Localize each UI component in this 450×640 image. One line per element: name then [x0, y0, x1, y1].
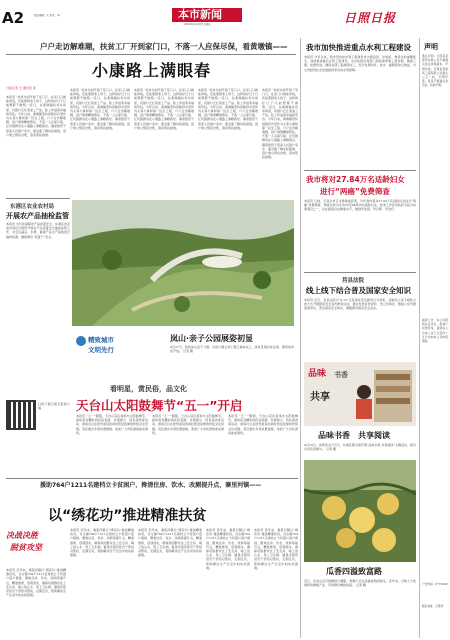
water-body: 本报讯 今年以来，我市坚持把水利工程建设作为稳投资、补短板、惠民生的重要抓手，加快推进重点水利工程建设。全市各级水利部门抢抓春季施工黄金期，倒排工期，挂图作战，确保各项工程按期完工，充分发挥防洪、供水、灌溉等综合效益，为全市经济社会发展提供坚实的水利保障。: [304, 55, 416, 72]
story3-body-col4: 本报讯 近年来，寨里河镇以“绣花功”推进精准扶贫，对全镇764户1211名建档立卡贫困户逐户摸排，聚焦住房、饮水、改厕等提升点，精准施策，逐项落实，确保贫困群众住上安全房、喝上放心水、用上卫生厕。镇里还组织党员干部结对帮扶，定期走访，帮助解决生产生活中的实际困难。: [206, 528, 250, 570]
fruit-body: 近日，在岚山区巨峰镇的大棚里，种植户正在采摘成熟的甜瓜。近年来，当地大力发展特色种植产业，带动群众增收致富。 记者 摄: [304, 579, 416, 588]
city-badge-line1: 精致城市: [88, 336, 114, 344]
story1-body-col2: 本报讯 “扶贫车间开到了家门口，在家门口就能挣钱，还能照顾老人孩子，这样的好日子以前想都不敢想。”近日，在黄墩镇扶贫车间里，贫困户正忙着加工产品，脸上洋溢着幸福的笑容。今年以来，黄墩镇坚持把脱贫攻坚作为头等大事和第一民生工程，户户走访解难题，因户施策精准帮扶，不落一人应保尽保，让贫困群众在小康路上满眼春光。镇里组织干部深入贫困户家中，面对面了解实际困难，逐户建立帮扶台账，落实帮扶措施。: [70, 88, 130, 130]
sidebar-notice: 减资公告：本公司经股东会决议，拟减少注册资本，请债权人自本公告之日起四十五日内向本公司申报债权。: [422, 318, 448, 344]
paper-name: 日照日报: [344, 11, 397, 25]
women-body: 本报讯 日前，记者从市卫生健康委获悉，今年我市将对27.84万名适龄妇女进行“两癌”免费筛查，筛查对象为全市35至64周岁的适龄妇女。此项工作是市政府为民办实事项目之一，旨在提高妇女健康水平，做到早发现、早诊断、早治疗。: [304, 199, 416, 212]
photo-caption-title: 岚山·亲子公园展姿初显: [170, 334, 254, 343]
page-code: A2: [2, 9, 25, 27]
story1-body-col3: 本报讯 “扶贫车间开到了家门口，在家门口就能挣钱，还能照顾老人孩子，这样的好日子以前想都不敢想。”近日，在黄墩镇扶贫车间里，贫困户正忙着加工产品，脸上洋溢着幸福的笑容。今年以来，黄墩镇坚持把脱贫攻坚作为头等大事和第一民生工程，户户走访解难题，因户施策精准帮扶，不落一人应保尽保，让贫困群众在小康路上满眼春光。镇里组织干部深入贫困户家中，面对面了解实际困难，逐户建立帮扶台账，落实帮扶措施。: [134, 88, 194, 130]
city-badge-icon: [76, 336, 86, 346]
tianxin-body-col1: 本报讯 “五一”假期，天台山景区将举办太阳鼓舞节，届时将有精彩的民俗表演、非遗展示、特色美食等活动，游客可以在欣赏美景的同时感受浓厚的传统文化氛围。景区推出多项优惠措施，欢迎广大市民游客前来游玩。: [76, 414, 148, 435]
sidebar-title: 声明: [424, 43, 438, 51]
story3-headline: 以“绣花功”推进精准扶贫: [48, 508, 207, 524]
books-body: 4月23日，世界读书日当天，东港区图书馆开展“品味书香 共享阅读”主题活动，吸引众多读者参与。 记者 摄: [304, 443, 416, 452]
story1-headline: 小康路上满眼春: [92, 61, 212, 80]
park-aerial-image: [72, 200, 294, 326]
women-headline2: 进行“两癌”免费筛查: [320, 187, 390, 196]
story3-body-col3: 本报讯 近年来，寨里河镇以“绣花功”推进精准扶贫，对全镇764户1211名建档立卡贫困户逐户摸排，聚焦住房、饮水、改厕等提升点，精准施策，逐项落实，确保贫困群众住上安全房、喝上放心水、用上卫生厕。镇里还组织党员干部结对帮扶，定期走访，帮助解决生产生活中的实际困难。: [138, 528, 202, 558]
sidebar-contact: 联系地址：日照市: [422, 604, 444, 608]
sidebar-body: 遗失声明：日照某某商贸有限公司不慎遗失营业执照副本，声明作废。日照某某建筑工程有限公司遗失公章一枚，声明作废。某某不慎遗失身份证，特此声明。: [422, 54, 448, 88]
city-badge-line2: 文明先行: [88, 346, 114, 354]
books-photo: [304, 362, 416, 426]
story1-body-col4: 本报讯 “扶贫车间开到了家门口，在家门口就能挣钱，还能照顾老人孩子，这样的好日子以前想都不敢想。”近日，在黄墩镇扶贫车间里，贫困户正忙着加工产品，脸上洋溢着幸福的笑容。今年以来，黄墩镇坚持把脱贫攻坚作为头等大事和第一民生工程，户户走访解难题，因户施策精准帮扶，不落一人应保尽保，让贫困群众在小康路上满眼春光。镇里组织干部深入贫困户家中，面对面了解实际困难，逐户建立帮扶台账，落实帮扶措施。: [198, 88, 258, 130]
story3-body-col2: 本报讯 近年来，寨里河镇以“绣花功”推进精准扶贫，对全镇764户1211名建档立卡贫困户逐户摸排，聚焦住房、饮水、改厕等提升点，精准施策，逐项落实，确保贫困群众住上安全房、喝上放心水、用上卫生厕。镇里还组织党员干部结对帮扶，定期走访，帮助解决生产生活中的实际困难。: [70, 528, 134, 558]
tianxin-kicker: 看明星，赏民俗，品文化: [110, 385, 187, 393]
date-line: 2020年4月28日 星期二: [184, 23, 212, 26]
poverty-badge-line2: 脱贫攻坚: [10, 543, 42, 552]
city-badge: [76, 334, 136, 362]
editor-line: 责任编辑：王 版式：李: [34, 14, 60, 17]
court-headline: 线上线下结合普及国家安全知识: [306, 286, 411, 295]
qr-caption: 扫码下载日照日报客户端: [38, 402, 70, 411]
water-headline: 我市加快推进重点水利工程建设: [306, 43, 411, 52]
park-photo: [72, 200, 294, 326]
story1-byline: 日报记者 王 通讯员 李: [6, 86, 36, 90]
fruit-headline: 瓜香四溢致富路: [326, 567, 382, 576]
section-badge: [172, 8, 242, 22]
books-label3: 共享: [310, 392, 330, 403]
masthead: [0, 0, 450, 36]
fruit-photo: [304, 460, 416, 562]
court-kicker: 莒县法院: [342, 278, 365, 284]
melon-greenhouse-image: [304, 460, 416, 562]
story3-body-col5: 本报讯 近年来，寨里河镇以“绣花功”推进精准扶贫，对全镇764户1211名建档立卡贫困户逐户摸排，聚焦住房、饮水、改厕等提升点，精准施策，逐项落实，确保贫困群众住上安全房、喝上放心水、用上卫生厕。镇里还组织党员干部结对帮扶，定期走访，帮助解决生产生活中的实际困难。: [254, 528, 298, 570]
story1-body: 本报讯 “扶贫车间开到了家门口，在家门口就能挣钱，还能照顾老人孩子，这样的好日子以前想都不敢想。”近日，在黄墩镇扶贫车间里，贫困户正忙着加工产品，脸上洋溢着幸福的笑容。今年以来，黄墩镇坚持把脱贫攻坚作为头等大事和第一民生工程，户户走访解难题，因户施策精准帮扶，不落一人应保尽保，让贫困群众在小康路上满眼春光。镇里组织干部深入贫困户家中，面对面了解实际困难，逐户建立帮扶台账，落实帮扶措施。: [6, 95, 66, 137]
section-title: 本市新闻: [178, 8, 222, 21]
court-body: 本报讯 近日，莒县法院以“4·15”全民国家安全教育日为契机，采取线上线下相结合的方式开展国家安全宣传教育活动，通过发放宣传资料、设立咨询台、微信公众号推送等形式，普及国家安全知识，增强群众国家安全意识。: [304, 298, 416, 311]
qr-code[interactable]: [6, 400, 36, 430]
poverty-badge: [6, 530, 62, 564]
story2-body: 本报讯 为切实保障农产品质量安全，东港区农业农村局近日组织开展农产品质量安全抽检监管工作，对全区蔬菜、水果、畜禽产品生产基地进行抽样检测，确保群众“菜篮子”安全。: [6, 222, 70, 239]
tianxin-body-col2: 本报讯 “五一”假期，天台山景区将举办太阳鼓舞节，届时将有精彩的民俗表演、非遗展示、特色美食等活动，游客可以在欣赏美景的同时感受浓厚的传统文化氛围。景区推出多项优惠措施，欢迎广大市民游客前来游玩。: [152, 414, 224, 435]
story1-body-col5: 本报讯 “扶贫车间开到了家门口，在家门口就能挣钱，还能照顾老人孩子，这样的好日子以前想都不敢想。”近日，在黄墩镇扶贫车间里，贫困户正忙着加工产品，脸上洋溢着幸福的笑容。今年以来，黄墩镇坚持把脱贫攻坚作为头等大事和第一民生工程，户户走访解难题，因户施策精准帮扶，不落一人应保尽保，让贫困群众在小康路上满眼春光。镇里组织干部深入贫困户家中，面对面了解实际困难，逐户建立帮扶台账，落实帮扶措施。: [262, 88, 298, 160]
tianxin-headline: 天台山太阳鼓舞节“五一”开启: [76, 398, 243, 413]
books-label2: 书香: [334, 371, 348, 379]
story3-body-col1: 本报讯 近年来，寨里河镇以“绣花功”推进精准扶贫，对全镇764户1211名建档立卡贫困户逐户摸排，聚焦住房、饮水、改厕等提升点，精准施策，逐项落实，确保贫困群众住上安全房、喝上放心水、用上卫生厕。镇里还组织党员干部结对帮扶，定期走访，帮助解决生产生活中的实际困难。: [6, 568, 66, 598]
story2-title: 东港区农业农村局: [10, 204, 55, 210]
books-label1: 品味: [308, 369, 327, 379]
tianxin-body-col3: 本报讯 “五一”假期，天台山景区将举办太阳鼓舞节，届时将有精彩的民俗表演、非遗展示、特色美食等活动，游客可以在欣赏美景的同时感受浓厚的传统文化氛围。景区推出多项优惠措施，欢迎广大市民游客前来游玩。: [228, 414, 298, 435]
poverty-badge-line1: 决战决胜: [6, 531, 38, 540]
story3-kicker: 援助764户1211名建档立卡贫困户，搀清住房、饮水、改厕提升点，寨里河镇——: [40, 482, 262, 489]
books-headline: 品味书香 共享阅读: [318, 431, 390, 440]
photo-caption-body: 4月27日，航拍岚山亲子公园。目前公园主体工程已基本完工，绿化景观初步呈现，即将向市民开放。 记者 摄: [170, 345, 294, 354]
sidebar-phone: 广告热线：8772999: [422, 582, 448, 586]
women-headline: 我市将对27.84万名适龄妇女: [306, 175, 405, 184]
story1-kicker: 户户走访解难题，扶贫工厂开到家门口，不落一人应保尽保，看黄墩镇——: [40, 42, 288, 51]
story2-headline: 开展农产品抽检监管: [6, 212, 69, 220]
